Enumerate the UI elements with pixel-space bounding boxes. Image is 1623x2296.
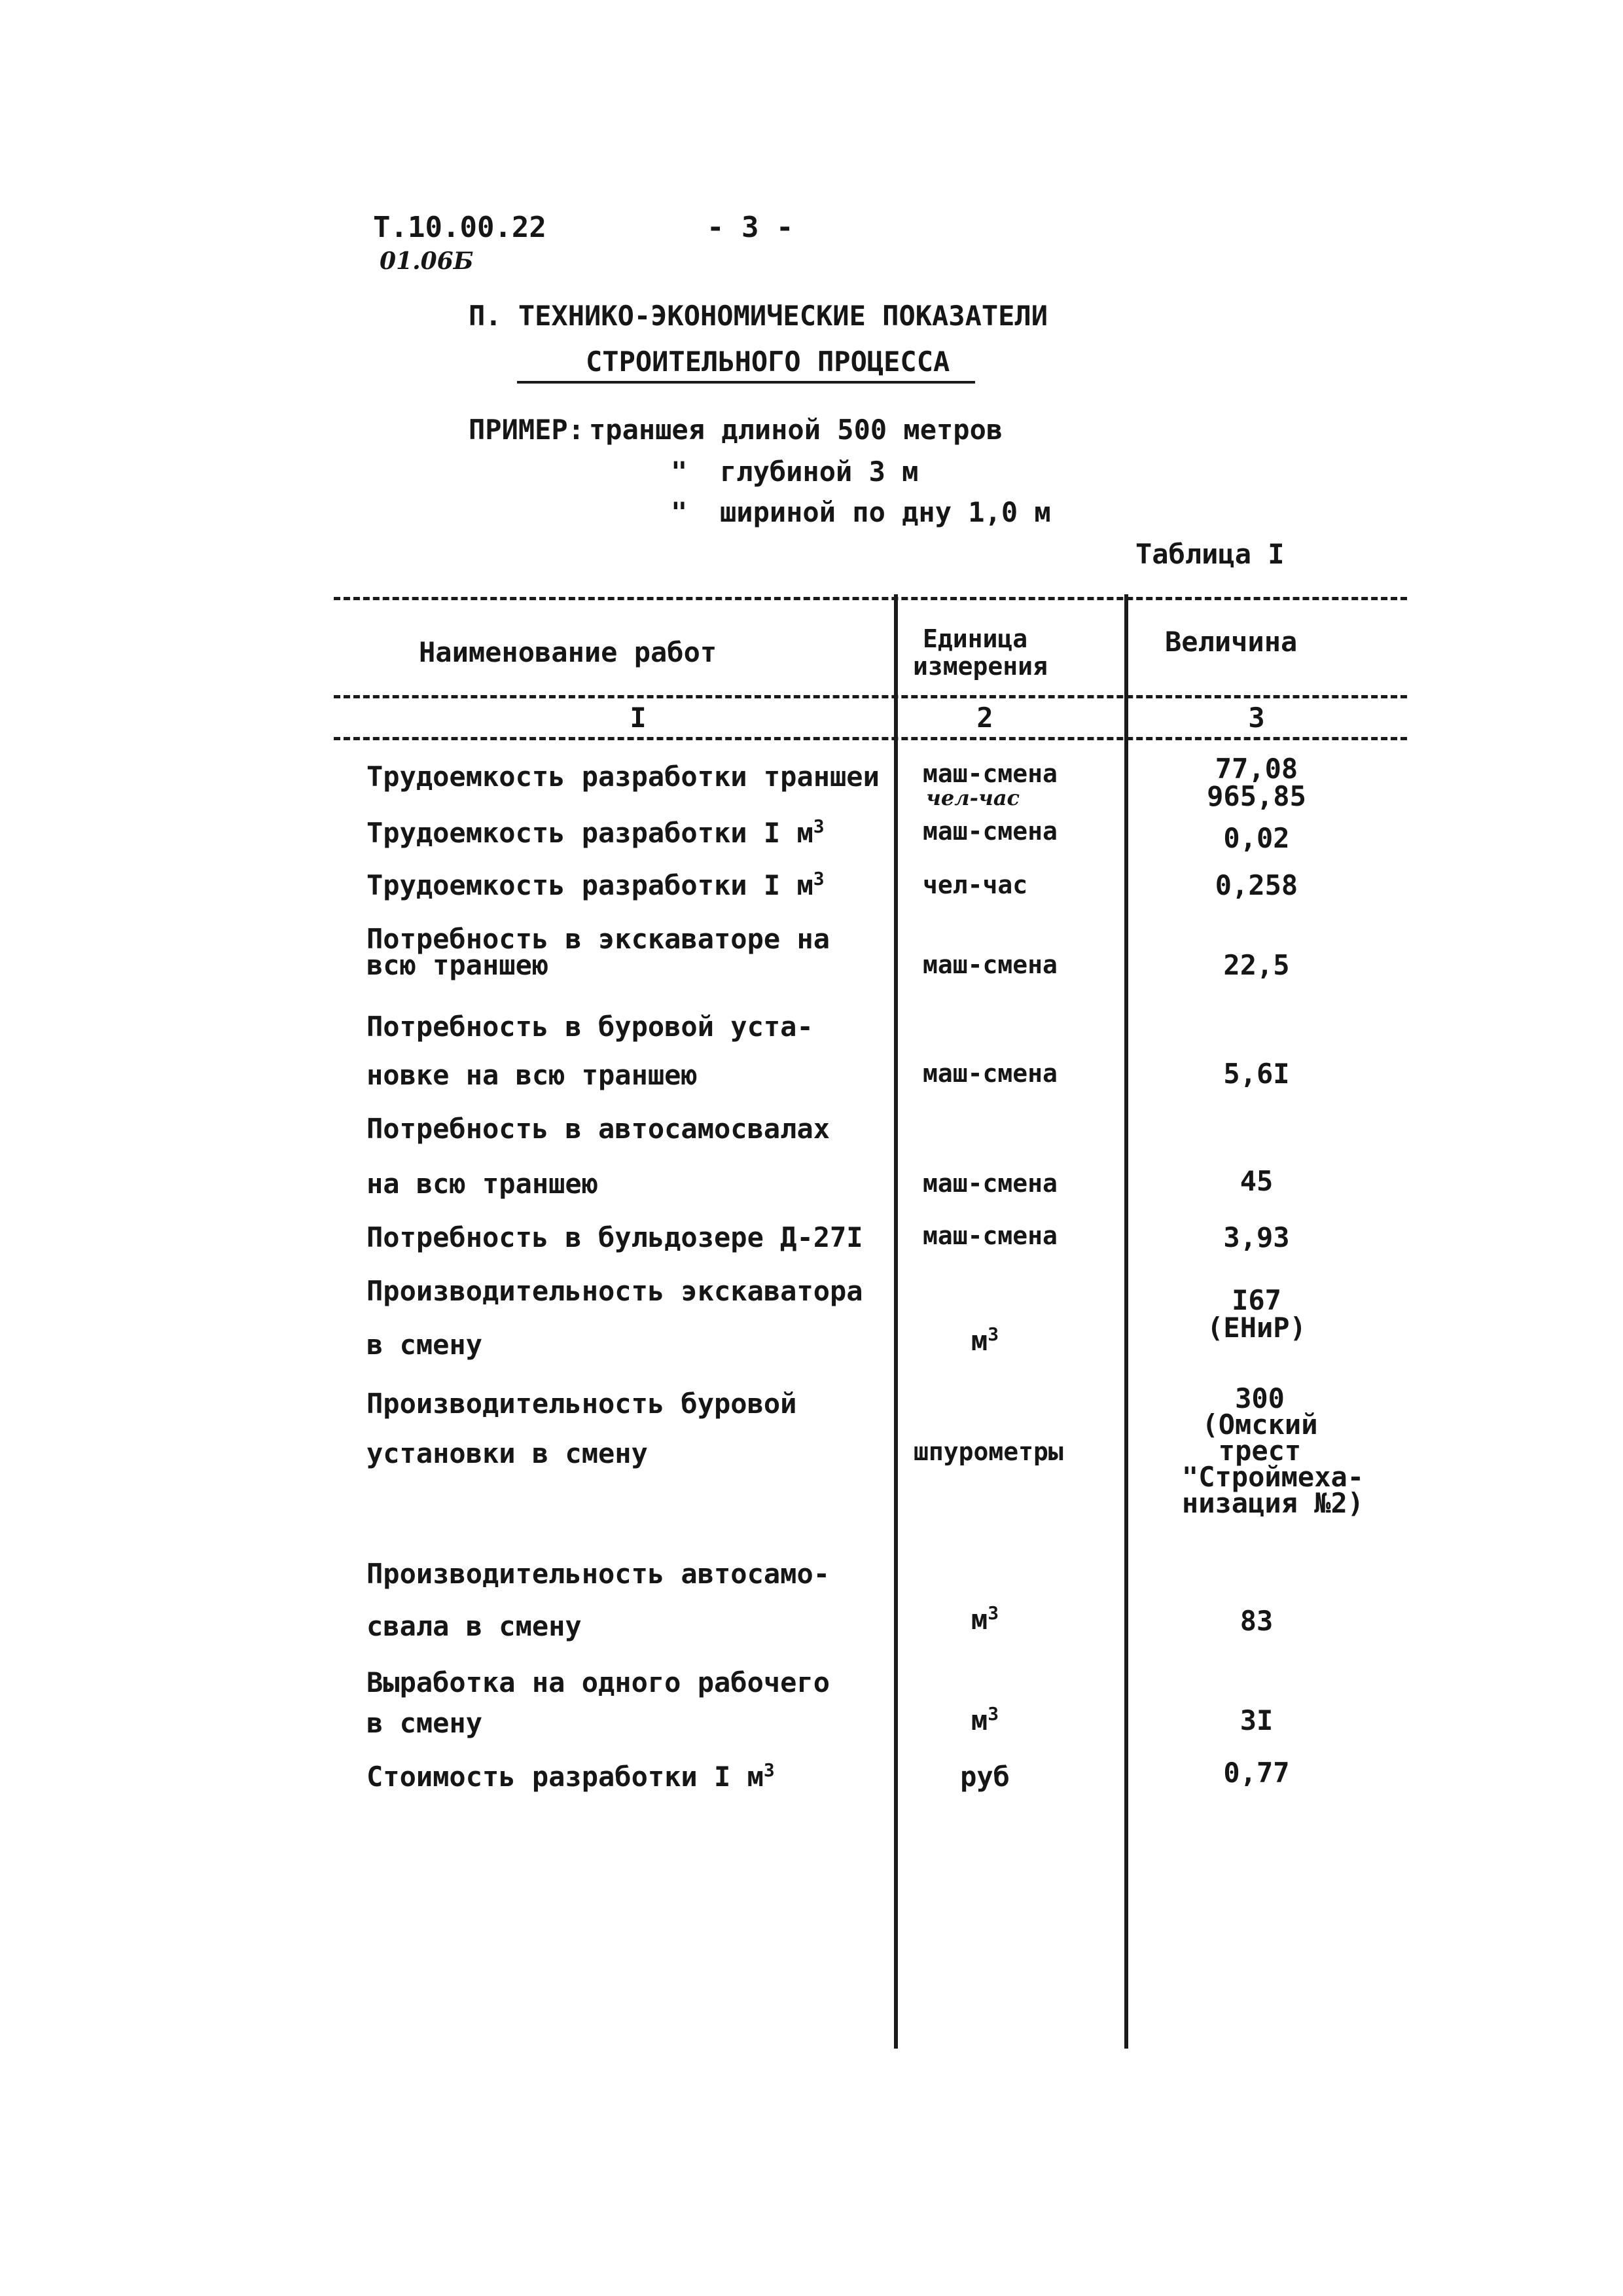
section-subtitle: СТРОИТЕЛЬНОГО ПРОЦЕССА: [586, 346, 950, 378]
row-5-value: 5,6I: [1223, 1058, 1290, 1090]
example-width: шириной по дну 1,0 м: [720, 496, 1051, 528]
row-10-name-line2: свала в смену: [366, 1610, 582, 1642]
row-5-unit: маш-смена: [923, 1059, 1058, 1088]
example-depth: глубиной 3 м: [720, 456, 919, 488]
page-number: - 3 -: [707, 211, 794, 244]
row-10-value: 83: [1240, 1605, 1274, 1637]
row-9-name-line1: Производительность буровой: [366, 1388, 797, 1420]
row-1-unit-handwritten: чел-час: [926, 785, 1020, 810]
row-8-value-1: I67: [1232, 1284, 1281, 1316]
row-6-name-line2: на всю траншею: [366, 1168, 599, 1200]
row-11-value: 3I: [1240, 1704, 1274, 1736]
row-8-name-line2: в смену: [366, 1329, 483, 1361]
row-12-unit: руб: [960, 1761, 1010, 1793]
row-9-value-1: 300: [1235, 1382, 1285, 1414]
table-top-rule: [334, 597, 1407, 600]
row-9-name-line2: установки в смену: [366, 1437, 648, 1469]
row-6-unit: маш-смена: [923, 1169, 1058, 1198]
row-8-value-2: (ЕНиР): [1207, 1312, 1306, 1344]
row-11-unit: $м^3$: [971, 1703, 999, 1736]
row-9-value-2: (Омский: [1202, 1408, 1318, 1441]
row-9-value-4: "Строймеха-: [1181, 1461, 1364, 1493]
row-3-unit: чел-час: [923, 870, 1028, 899]
row-2-value: 0,02: [1223, 822, 1290, 854]
row-12-value: 0,77: [1223, 1757, 1290, 1789]
column-number-2: 2: [976, 702, 993, 734]
row-3-value: 0,258: [1215, 869, 1298, 901]
row-5-name-line2: новке на всю траншею: [366, 1059, 698, 1091]
row-4-value: 22,5: [1223, 949, 1290, 981]
row-1-unit: маш-смена: [923, 759, 1058, 788]
handwritten-note: 01.06Б: [380, 247, 474, 275]
column-divider-2: [1124, 594, 1128, 2049]
row-2-name: Трудоемкость разработки I $м^3$: [366, 816, 825, 849]
row-5-name-line1: Потребность в буровой уста-: [366, 1011, 813, 1043]
row-6-value: 45: [1240, 1165, 1274, 1197]
row-1-value-1: 77,08: [1215, 753, 1298, 785]
row-10-unit: $м^3$: [971, 1602, 999, 1636]
table-caption: Таблица I: [1135, 538, 1285, 570]
table-number-rule: [334, 737, 1407, 740]
row-6-name-line1: Потребность в автосамосвалах: [366, 1113, 830, 1145]
row-10-name-line1: Производительность автосамо-: [366, 1558, 830, 1590]
row-2-unit: маш-смена: [923, 817, 1058, 846]
header-unit-line2: измерения: [913, 652, 1048, 681]
row-11-name-line2: в смену: [366, 1707, 483, 1739]
row-8-name-line1: Производительность экскаватора: [366, 1275, 863, 1307]
column-number-1: I: [630, 702, 647, 734]
document-code: Т.10.00.22: [373, 211, 546, 244]
row-4-name-line2: всю траншею: [366, 949, 549, 981]
row-7-value: 3,93: [1223, 1221, 1290, 1253]
row-4-name-line1: Потребность в экскаваторе на: [366, 923, 830, 955]
column-divider-1: [894, 594, 898, 2049]
header-value: Величина: [1165, 626, 1298, 658]
row-9-value-3: трест: [1218, 1435, 1302, 1467]
row-9-value-5: низация №2): [1181, 1487, 1364, 1519]
row-1-value-2: 965,85: [1207, 780, 1306, 812]
row-3-name: Трудоемкость разработки I $м^3$: [366, 868, 825, 901]
example-label: ПРИМЕР:: [469, 414, 585, 446]
column-number-3: 3: [1248, 702, 1265, 734]
row-9-unit: шпурометры: [914, 1437, 1063, 1466]
row-1-name: Трудоемкость разработки траншеи: [366, 761, 880, 793]
row-12-name: Стоимость разработки I $м^3$: [366, 1759, 775, 1793]
row-8-unit: $м^3$: [971, 1323, 999, 1357]
header-unit-line1: Единица: [923, 624, 1028, 653]
subtitle-underline: [517, 381, 975, 384]
example-ditto-2: ": [671, 496, 688, 528]
row-11-name-line1: Выработка на одного рабочего: [366, 1666, 830, 1698]
row-4-unit: маш-смена: [923, 950, 1058, 979]
header-work-name: Наименование работ: [419, 636, 717, 668]
example-length: траншея длиной 500 метров: [589, 414, 1003, 446]
example-ditto-1: ": [671, 456, 688, 488]
table-header-rule: [334, 695, 1407, 698]
row-7-unit: маш-смена: [923, 1221, 1058, 1250]
section-title: П. ТЕХНИКО-ЭКОНОМИЧЕСКИЕ ПОКАЗАТЕЛИ: [469, 300, 1048, 332]
row-7-name: Потребность в бульдозере Д-27I: [366, 1221, 863, 1253]
